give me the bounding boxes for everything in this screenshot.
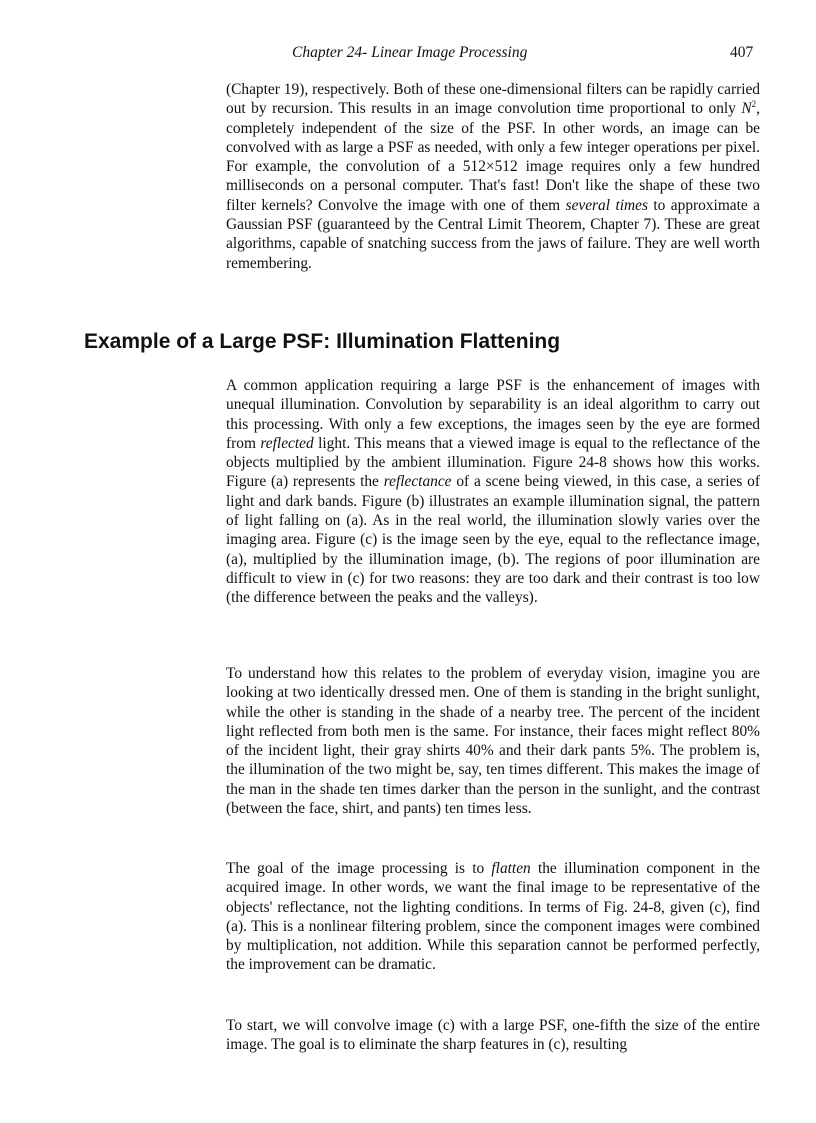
paragraph-4: The goal of the image processing is to flatten the illumination component in the acquired image. In other words, we want the final image to be representative of the objects' reflectance, not the lighting conditions. In terms of Fig. 24-8, given (c), find (a). This is a nonlinear filtering problem, since the component images were combined by multiplication, not addition. While this separation cannot be performed perfectly, the improvement can be dramatic. [226,860,760,974]
paragraph-1: (Chapter 19), respectively. Both of these one-dimensional filters can be rapidly carried out by recursion. This results in an image convolution time proportional to only $N^2$, completely independent of the size of the PSF. In other words, an image can be convolved with as large a PSF as needed, with only a few integer operations per pixel. For example, the convolution of a 512×512 image requires only a few hundred milliseconds on a personal computer. That's fast! Don't like the shape of these two filter kernels? Convolve the image with one of them several times to approximate a Gaussian PSF (guaranteed by the Central Limit Theorem, Chapter 7). These are great algorithms, capable of snatching success from the jaws of failure. They are well worth remembering. [226,81,760,272]
paragraph-2-block [226,376,760,608]
exponent: 2 [751,99,757,110]
running-title: Chapter 24- Linear Image Processing [292,44,528,61]
paragraph-3-block [226,664,760,818]
emphasis-flatten: flatten [491,860,531,877]
emphasis-reflected: reflected [260,434,314,452]
paragraph-3: To understand how this relates to the problem of everyday vision, imagine you are looking at two identically dressed men. One of them is standing in the bright sunlight, while the other is standing in the shade of a nearby tree. The percent of the incident light reflected from both men is the same. For instance, their faces might reflect 80% of the incident light, their gray shirts 40% and their dark pants 5%. The problem is, the illumination of the two might be, say, ten times different. This makes the image of the man in the shade ten times darker than the person in the sunlight, and the contrast (between the face, shirt, and pants) ten times less. [226,665,760,818]
paragraph-1-block [226,80,760,273]
emphasis-several-times: several times [565,196,648,214]
paragraph-5-block [226,1016,760,1055]
variable-n: N [741,100,752,118]
paragraph-4-block [226,859,760,975]
running-header [0,44,816,64]
emphasis-reflectance: reflectance [383,473,452,491]
paragraph-2: A common application requiring a large PSF is the enhancement of images with unequal illumination. Convolution by separability is an ideal algorithm to carry out this processing. With only a few exceptions, the images seen by the eye are formed from reflected light. This means that a viewed image is equal to the reflectance of the objects multiplied by the ambient illumination. Figure 24-8 shows how this works. Figure (a) represents the reflectance of a scene being viewed, in this case, a series of light and dark bands. Figure (b) illustrates an example illumination signal, the pattern of light falling on (a). As in the real world, the illumination slowly varies over the imaging area. Figure (c) is the image seen by the eye, equal to the reflectance image, (a), multiplied by the illumination image, (b). The regions of poor illumination are difficult to view in (c) for two reasons: they are too dark and their contrast is too low (the difference between the peaks and the valleys). [226,377,761,607]
section-heading: Example of a Large PSF: Illumination Flattening [84,330,561,353]
paragraph-5: To start, we will convolve image (c) with a large PSF, one-fifth the size of the entire image. The goal is to eliminate the sharp features in (c), resulting [226,1017,760,1054]
page-number: 407 [730,44,754,61]
